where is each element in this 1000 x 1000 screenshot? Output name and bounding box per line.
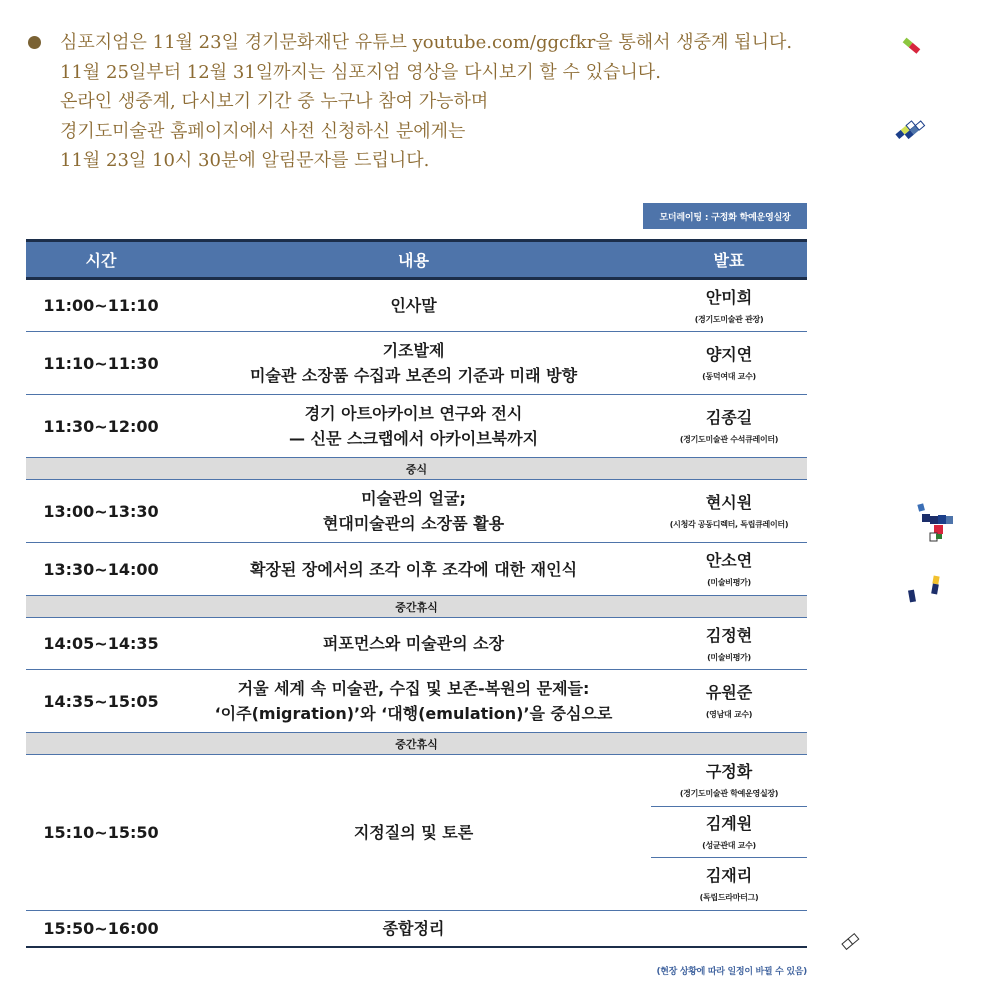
speaker-cell <box>651 395 807 457</box>
session-title <box>176 755 651 910</box>
schedule-table <box>26 239 807 948</box>
notice-line-3: 온라인 생중계, 다시보기 기간 중 누구나 참여 가능하며 <box>60 91 489 112</box>
session-title <box>176 618 651 669</box>
moderator-badge: 모더레이팅 : 구정화 학예운영실장 <box>643 203 807 229</box>
session-time: 11:30~12:00 <box>43 416 159 436</box>
session-title <box>176 911 651 946</box>
table-row <box>26 480 807 543</box>
session-time: 11:10~11:30 <box>43 353 159 373</box>
speaker-cell <box>651 480 807 542</box>
speaker-name: 현시원 <box>705 493 753 512</box>
session-time: 14:05~14:35 <box>43 634 159 653</box>
table-row <box>26 911 807 948</box>
table-row <box>26 618 807 670</box>
table-row <box>26 670 807 733</box>
session-title-line: ‘이주(migration)’와 ‘대행(emulation)’을 중심으로 <box>214 704 613 723</box>
session-time: 15:10~15:50 <box>43 823 159 842</box>
table-row <box>26 543 807 596</box>
speaker-name: 김재리 <box>705 866 753 886</box>
table-row <box>26 332 807 395</box>
speaker-cell <box>651 543 807 595</box>
session-time: 13:00~13:30 <box>43 501 159 521</box>
decor-pair-icon <box>905 574 945 608</box>
speaker-name: 김종길 <box>705 408 753 427</box>
table-header <box>26 239 807 280</box>
speaker-name: 유원준 <box>705 683 753 702</box>
header-time: 시간 <box>85 251 117 270</box>
table-row <box>26 280 807 332</box>
notice-line-5: 11월 23일 10시 30분에 알림문자를 드립니다. <box>60 150 430 171</box>
session-title <box>176 395 651 457</box>
schedule-footnote: (현장 상황에 따라 일정이 바뀔 수 있음) <box>656 967 807 977</box>
session-title-line: 지정질의 및 토론 <box>353 823 474 842</box>
break-row: 중간휴식 <box>26 596 807 618</box>
speaker-name: 김정현 <box>705 625 753 645</box>
table-row <box>26 395 807 458</box>
session-title <box>176 670 651 732</box>
bullet-icon <box>28 36 41 49</box>
speaker-affiliation: (영남대 교수) <box>705 710 753 719</box>
notice-line-1: 심포지엄은 11월 23일 경기문화재단 유튜브 youtube.com/ggcfkr을 통해서 생중계 됩니다. <box>60 32 793 53</box>
speaker-name: 안소연 <box>705 551 753 570</box>
session-title <box>176 480 651 542</box>
panel-speakers <box>651 755 807 910</box>
speaker-affiliation: (미술비평가) <box>707 652 751 662</box>
decor-cluster-icon <box>912 500 960 548</box>
table-row-panel <box>26 755 807 911</box>
speaker-affiliation: (동덕여대 교수) <box>702 372 756 381</box>
session-time: 15:50~16:00 <box>43 919 159 938</box>
session-title-line: 미술관 소장품 수집과 보존의 기준과 미래 방향 <box>249 366 578 385</box>
speaker-affiliation: (경기도미술관 학예운영실장) <box>679 789 779 799</box>
notice-line-4: 경기도미술관 홈페이지에서 사전 신청하신 분에게는 <box>60 120 466 142</box>
session-title <box>176 332 651 394</box>
speaker-affiliation: (시청각 공동디렉터, 독립큐레이터) <box>669 520 789 529</box>
speaker-affiliation: (성균관대 교수) <box>702 841 756 850</box>
session-title-line: 퍼포먼스와 미술관의 소장 <box>322 634 505 653</box>
session-time: 14:35~15:05 <box>43 691 159 711</box>
session-title-line: 경기 아트아카이브 연구와 전시 <box>304 404 523 423</box>
speaker-cell <box>651 332 807 394</box>
session-title-line: 거울 세계 속 미술관, 수집 및 보존-복원의 문제들: <box>237 679 590 698</box>
notice-text <box>60 28 792 176</box>
speaker-name: 안미희 <box>705 287 753 307</box>
speaker-name: 구정화 <box>705 762 753 782</box>
decor-bar-icon <box>898 34 928 60</box>
session-title <box>176 543 651 595</box>
speaker-name: 김계원 <box>705 814 753 833</box>
header-speaker: 발표 <box>713 251 745 270</box>
session-title-line: 확장된 장에서의 조각 이후 조각에 대한 재인식 <box>249 559 578 579</box>
session-title-line: — 신문 스크랩에서 아카이브북까지 <box>288 429 539 448</box>
decor-blocks-icon <box>890 112 930 148</box>
session-time: 13:30~14:00 <box>43 559 159 579</box>
session-time: 11:00~11:10 <box>43 296 159 315</box>
break-row: 중식 <box>26 458 807 480</box>
session-title-line: 현대미술관의 소장품 활용 <box>322 514 505 533</box>
panel-speaker <box>651 807 807 859</box>
speaker-affiliation: (경기도미술관 관장) <box>694 314 764 324</box>
speaker-cell <box>651 280 807 331</box>
session-title-line: 종합정리 <box>382 919 445 938</box>
decor-outline-icon <box>838 927 868 953</box>
speaker-affiliation: (독립드라마터그) <box>699 893 759 903</box>
speaker-name: 양지연 <box>705 345 753 364</box>
speaker-affiliation: (미술비평가) <box>707 578 751 587</box>
break-row: 중간휴식 <box>26 733 807 755</box>
notice-line-2: 11월 25일부터 12월 31일까지는 심포지엄 영상을 다시보기 할 수 있습니다. <box>60 61 661 83</box>
speaker-cell-empty <box>651 911 807 946</box>
session-title <box>176 280 651 331</box>
speaker-affiliation: (경기도미술관 수석큐레이터) <box>679 435 779 444</box>
speaker-cell <box>651 618 807 669</box>
panel-speaker <box>651 858 807 910</box>
session-title-line: 미술관의 얼굴; <box>361 489 466 508</box>
session-title-line: 인사말 <box>390 296 437 315</box>
panel-speaker <box>651 755 807 807</box>
speaker-cell <box>651 670 807 732</box>
header-content: 내용 <box>398 251 429 270</box>
session-title-line: 기조발제 <box>382 341 445 360</box>
